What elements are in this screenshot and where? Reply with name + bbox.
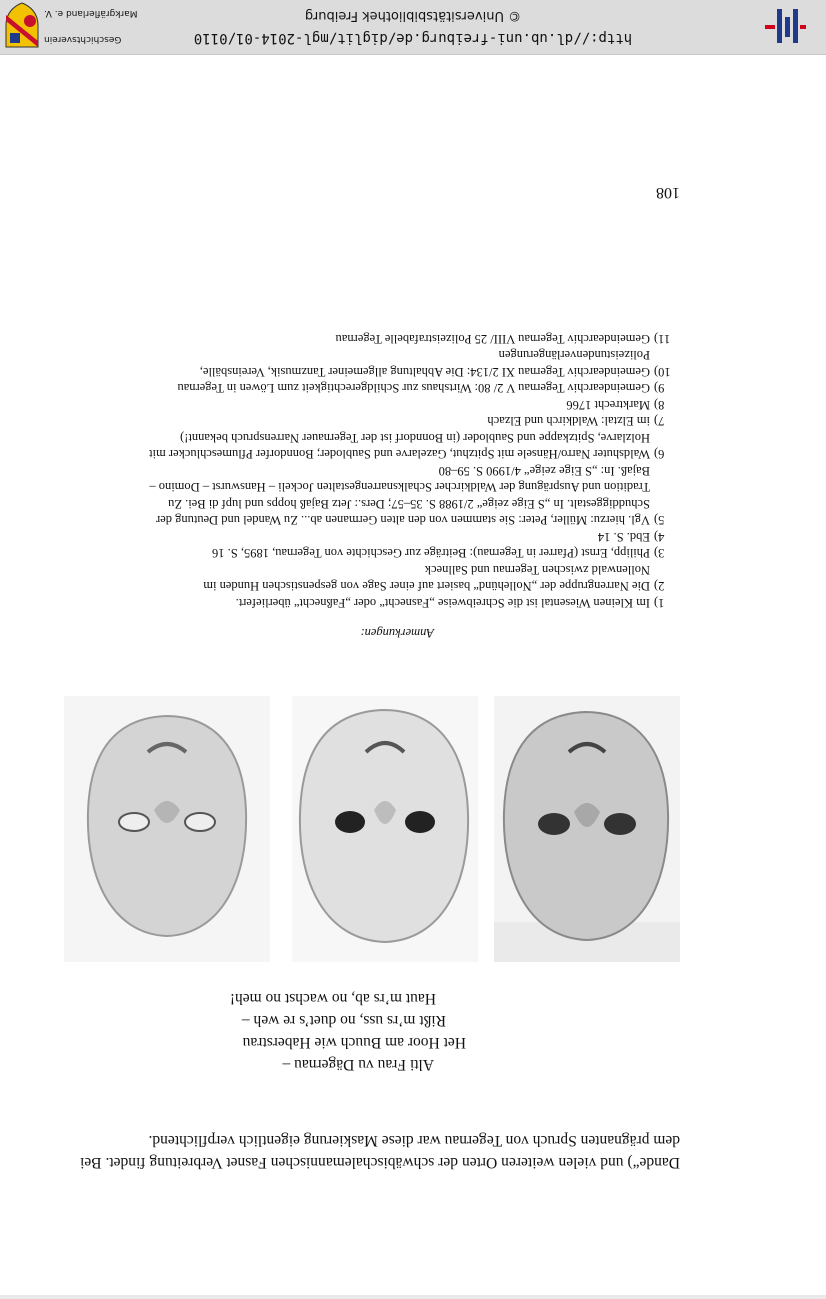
mask-photo-2: [292, 696, 478, 962]
association-name: Geschichtsverein: [44, 34, 122, 44]
note-item: [142, 562, 680, 595]
page-number: 108: [656, 184, 680, 201]
note-number: 6): [654, 447, 665, 462]
note-item: [142, 380, 680, 397]
note-number: 9): [654, 381, 665, 396]
note-number: 2): [654, 579, 665, 594]
note-text: Im Kleinen Wiesental ist die Schreibweise „Fasnecht“ oder „Faßnecht“ überliefert.: [235, 596, 650, 610]
poem-line: Het Hoor am Buuch wie Haberstrau: [242, 1034, 466, 1051]
note-text: Philipp, Ernst (Pfarrer in Tegernau): Beiträge zur Geschichte von Tegernau, 1895, S. 16: [212, 546, 650, 561]
note-number: 11): [654, 332, 671, 346]
note-item: [142, 463, 680, 529]
note-item: [142, 331, 680, 348]
poem: [96, 987, 496, 1075]
body-paragraph: Dande“) und vielen weiteren Orten der schwäbischalemannischen Fasnet Verbreitung findet. Bei dem prägnanten Spruch von Tegernau war diese Maskierung eigentlich verpflichtend.: [80, 1132, 680, 1171]
page-edge: [0, 1295, 826, 1299]
note-text: Die Narrengruppe der „Nollehünd“ basiert auf einer Sage von gespenstischen Hunden im Nollenwald zwischen Tegernau und Sallneck: [203, 563, 650, 594]
note-text: Vgl. hierzu: Müller, Peter: Sie stammen von den alten Germanen ab... Zu Wandel und Deutung der Schuddiggestalt. In „S Eige zeige“ 2/1988 S. 35–57; Ders.: Jetz Bajaß hopps und lupf di Bei. Zu Tradition und Ausprägung der Waldkircher Schalksnarrengestalten Jockeli – Hanswurst – Domino – Bajaß. In: „S Eige zeige“ 4/1990 S. 59–80: [149, 464, 650, 528]
note-item: [142, 413, 680, 430]
note-number: 1): [654, 596, 665, 610]
note-text: Gemeindearchiv Tegernau VIII/ 25 Polizeistrafabelle Tegernau: [335, 332, 650, 346]
association-name-line2: Markgräflerland e. V.: [44, 8, 138, 18]
poem-line: Rißt m’rs uss, no duet’s re weh –: [241, 1012, 446, 1029]
note-text: im Elztal: Waldkirch und Elzach: [487, 414, 650, 429]
note-item: [142, 397, 680, 414]
note-text: Gemeindearchiv Tegernau XI 2/134: Die Abhaltung allgemeiner Tanzmusik, Vereinsbälle, Polizeistundenverlängerungen: [199, 348, 650, 379]
note-number: 5): [654, 513, 665, 528]
poem-line: Alti Frau vu Dägernau –: [282, 1056, 434, 1073]
coat-of-arms-icon[interactable]: [2, 1, 42, 51]
note-number: 3): [654, 546, 665, 561]
mask-photo-3: [64, 696, 270, 962]
mask-photos: [64, 696, 680, 962]
document-url[interactable]: http://dl.ub.uni-freiburg.de/diglit/mgl-2014-01/0110: [193, 30, 633, 46]
note-item: [142, 347, 680, 380]
note-item: [142, 529, 680, 546]
poem-line: Haut m’rs ab, no wachst no meh!: [229, 990, 436, 1007]
note-number: 8): [654, 398, 665, 412]
note-text: Waldshuter Narro/Hänsele mit Spitzhut, Gazelarve und Saubloder; Bonndorfer Pflumeschlucker mit Holzlarve, Spitzkappe und Saubloder (in Bonndorf ist der Tegernauer Narrenspruch bekannt!): [149, 431, 650, 462]
header-bar: [0, 0, 826, 55]
note-text: Marktrecht 1766: [566, 398, 650, 412]
note-number: 10): [654, 365, 671, 379]
mask-photo-1: [494, 696, 680, 962]
notes-title: Anmerkungen:: [360, 626, 434, 640]
note-item: [142, 430, 680, 463]
note-text: Gemeindearchiv Tegernau V 2/ 80: Wirtshaus zur Schildgerechtigkeit zum Löwen in Tegernau: [177, 381, 650, 396]
note-item: [142, 545, 680, 562]
notes-list: [142, 331, 680, 612]
note-number: 4): [654, 530, 665, 544]
note-text: Ebd. S. 14: [597, 530, 650, 544]
copyright-notice: © Universitätsbibliothek Freiburg: [304, 8, 522, 23]
note-number: 7): [654, 414, 665, 429]
note-item: [142, 595, 680, 612]
